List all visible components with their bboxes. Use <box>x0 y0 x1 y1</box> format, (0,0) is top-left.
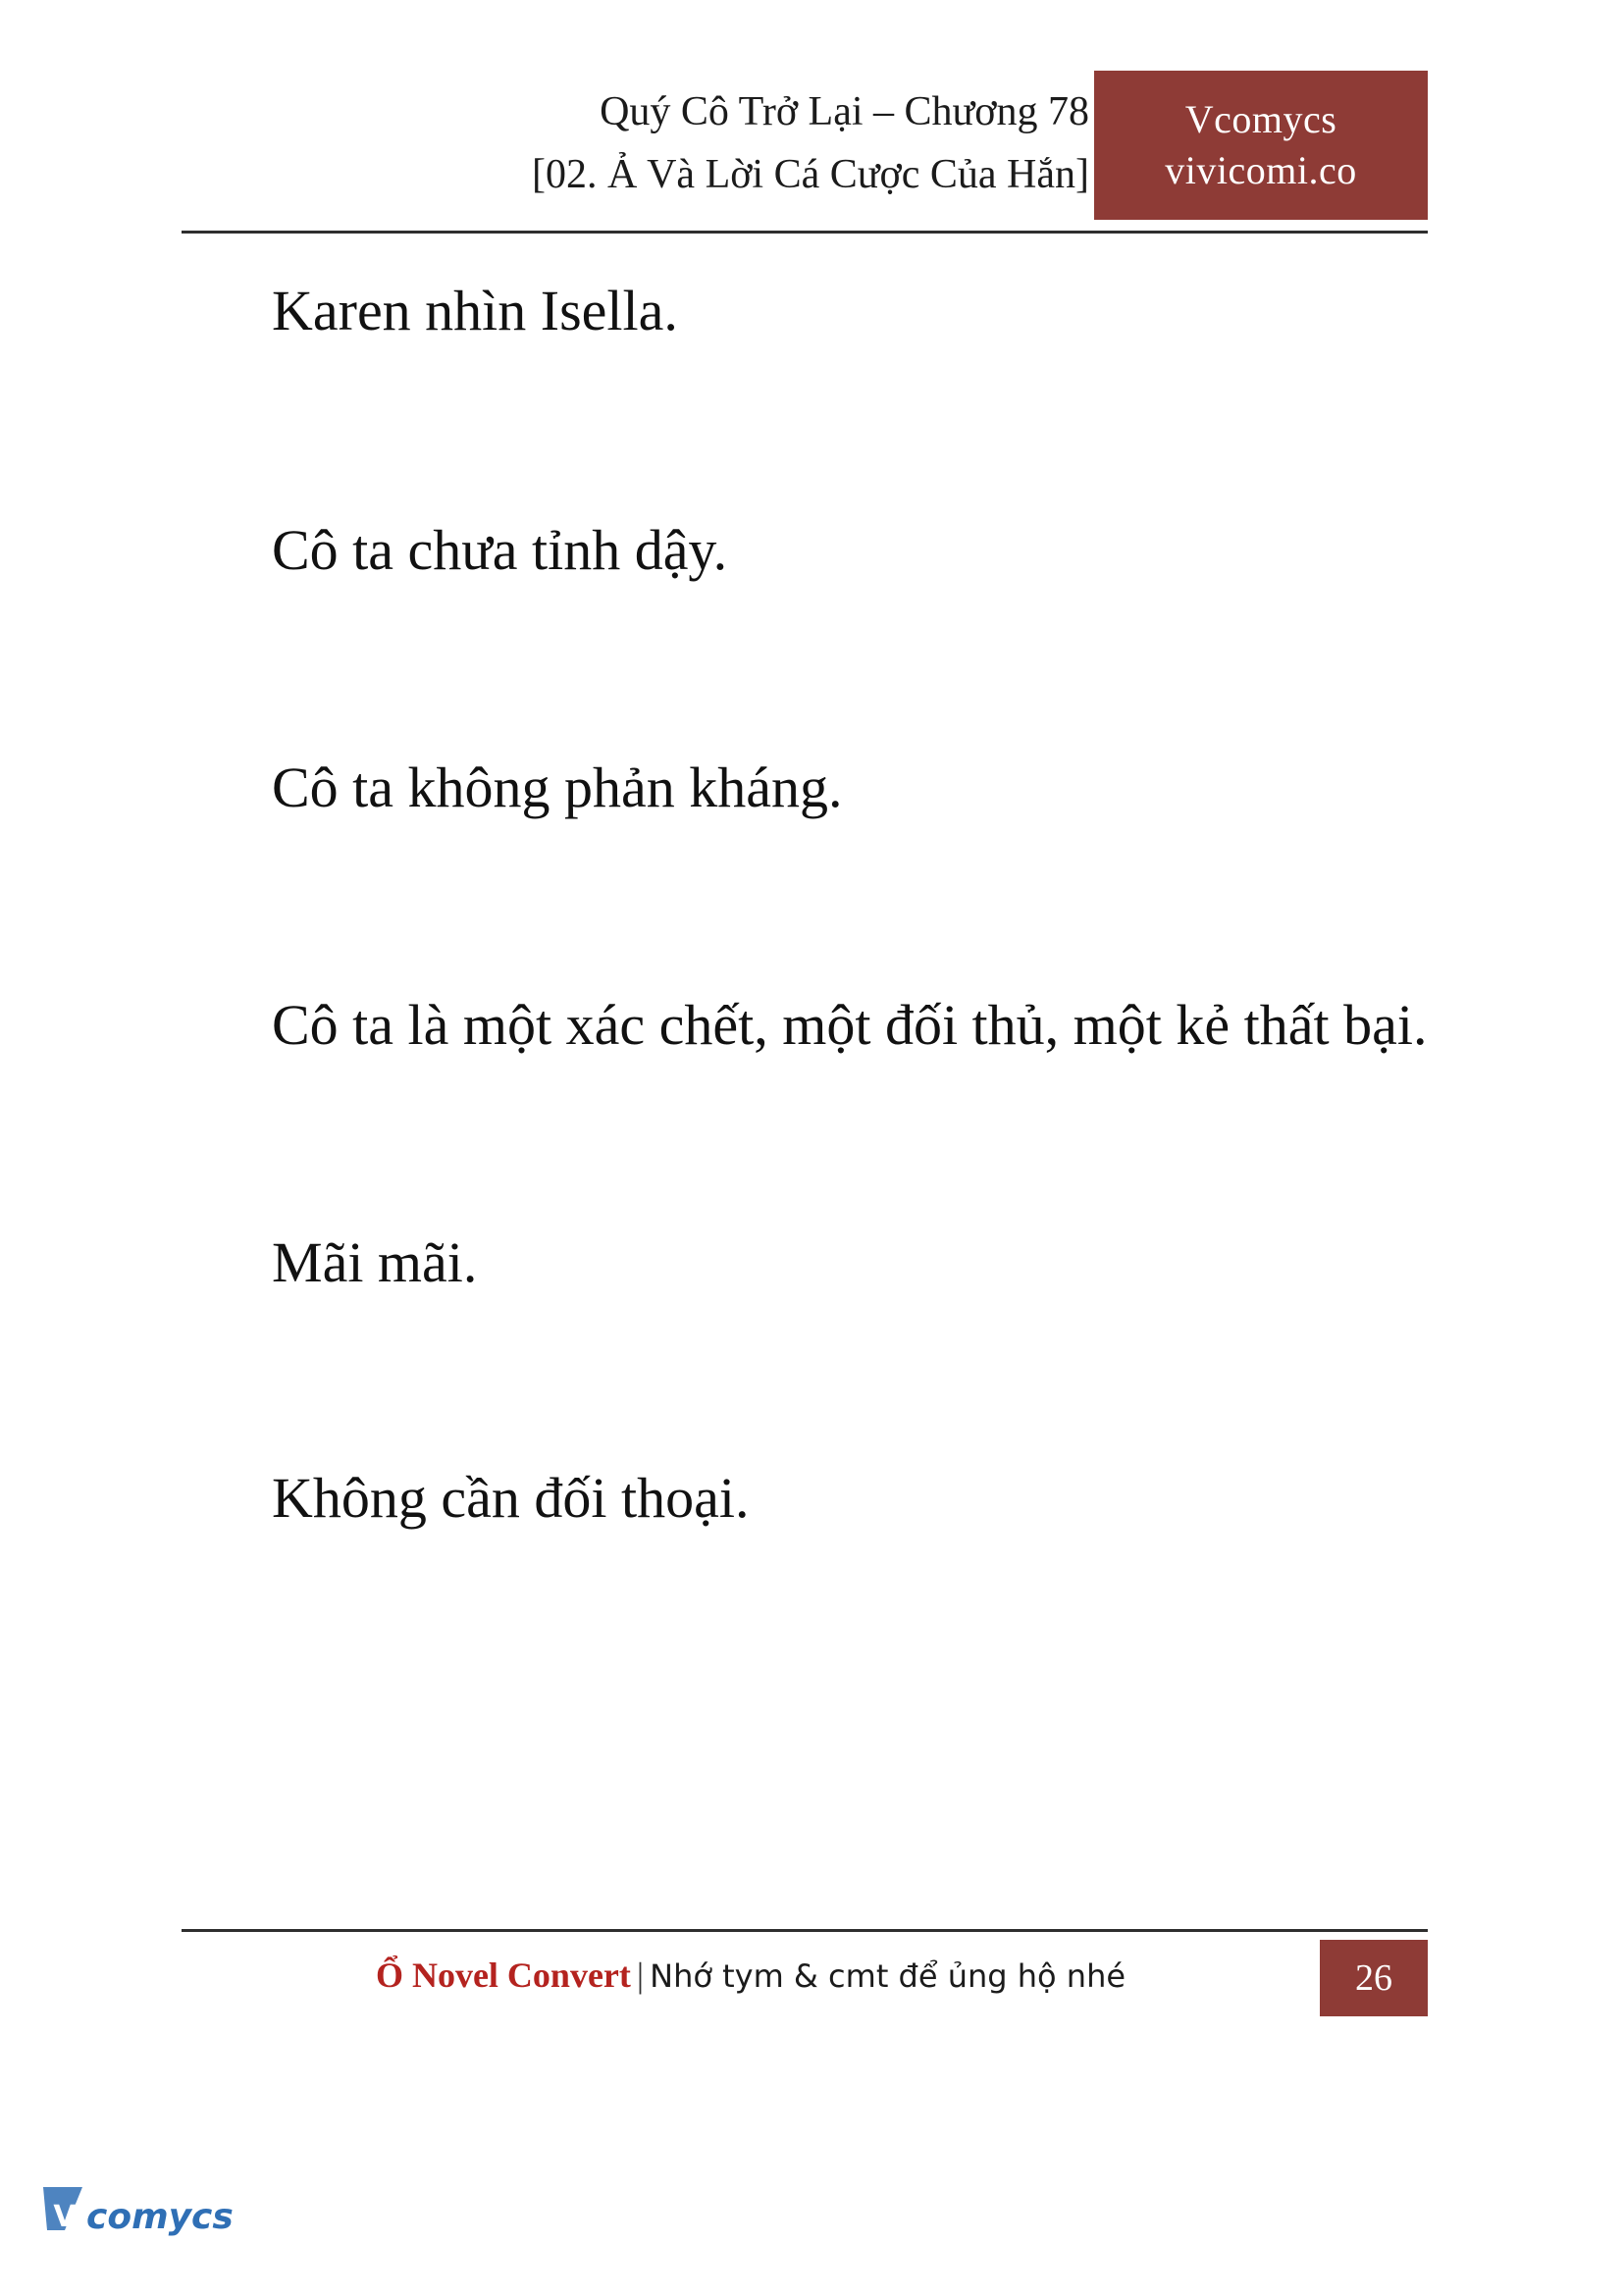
header-title-line1: Quý Cô Trở Lại – Chương 78 <box>600 89 1089 134</box>
paragraph: Cô ta không phản kháng. <box>272 756 843 819</box>
svg-text:V: V <box>53 2200 77 2234</box>
paragraph: Không cần đối thoại. <box>272 1466 750 1530</box>
footer-brand: Ổ Novel Convert <box>375 1956 631 1995</box>
footer-note: Nhớ tym & cmt để ủng hộ nhé <box>650 1957 1126 1995</box>
page-content <box>182 275 1442 1535</box>
site-badge-url: vivicomi.co <box>1165 148 1357 192</box>
page-header <box>182 77 1428 234</box>
header-title <box>285 80 1089 206</box>
paragraph: Cô ta là một xác chết, một đối thủ, một kẻ thất bại. <box>272 993 1428 1057</box>
vcomycs-watermark-logo <box>39 2177 255 2266</box>
site-badge <box>1094 71 1428 220</box>
svg-text:comycs: comycs <box>86 2197 234 2237</box>
page-footer <box>182 1929 1428 2017</box>
paragraph: Mãi mãi. <box>272 1230 478 1294</box>
footer-credit <box>182 1946 1320 2006</box>
site-badge-name: Vcomycs <box>1184 97 1337 141</box>
header-title-line2: [02. Ả Và Lời Cá Cược Của Hắn] <box>532 152 1089 197</box>
page-number-badge: 26 <box>1320 1940 1428 2016</box>
footer-separator: | <box>636 1956 645 1995</box>
paragraph: Karen nhìn Isella. <box>272 279 678 342</box>
paragraph: Cô ta chưa tỉnh dậy. <box>272 518 728 582</box>
